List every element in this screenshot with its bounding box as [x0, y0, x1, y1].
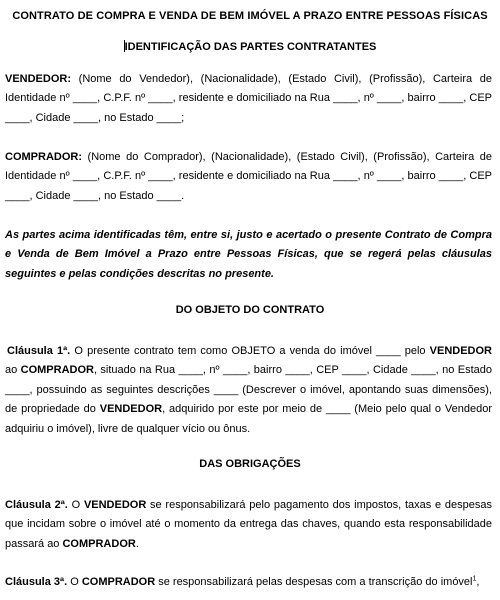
intro-paragraph: As partes acima identificadas têm, entre si, justo e acertado o presente Contrato de Compra e Venda de Bem Imóvel a Prazo entre Pessoas Físicas, que se regerá pelas cláusulas seguintes e pelas condições descritas no presente.	[5, 229, 492, 280]
clausula-3-paragraph	[5, 573, 492, 592]
clausula-3-label: Cláusula 3ª.	[5, 576, 68, 588]
vendedor-paragraph	[5, 70, 492, 128]
clausula-1-bold-1: VENDEDOR	[429, 345, 492, 357]
section-heading-identification	[0, 40, 500, 53]
footnote-marker[interactable]: 1	[472, 575, 477, 583]
vendedor-label: VENDEDOR:	[5, 73, 72, 85]
clausula-1-label: Cláusula 1ª.	[7, 345, 71, 357]
section-heading-objeto: DO OBJETO DO CONTRATO	[175, 304, 325, 316]
clausula-3-bold-1: COMPRADOR	[81, 576, 156, 588]
clausula-2-text-3: .	[135, 537, 139, 550]
clausula-1-text-4: , adquirido por este por meio de ____ (Meio pelo qual o Vendedor adquiriu o imóvel), livre de qualquer vício ou ônus.	[5, 403, 492, 435]
clausula-2-label: Cláusula 2ª.	[5, 499, 68, 511]
clausula-2-bold-1: VENDEDOR	[83, 499, 147, 511]
clausula-3-text-1: O	[67, 576, 82, 588]
section-heading-obrigacoes: DAS OBRIGAÇÕES	[199, 458, 301, 470]
heading-first-letter: I	[124, 41, 128, 53]
comprador-paragraph	[5, 148, 492, 206]
clausula-2-paragraph	[5, 496, 492, 554]
vendedor-text: (Nome do Vendedor), (Nacionalidade), (Estado Civil), (Profissão), Carteira de Identidade nº ____, C.P.F. nº ____, residente e domiciliado na Rua ____, nº ____, bairro ____, CEP ____, Cidade ____, no Estado ____;	[5, 73, 492, 124]
clausula-1-text-1: O presente contrato tem como OBJETO a venda do imóvel ____ pelo	[70, 345, 430, 357]
clausula-1-text-3: , situado na Rua ____, nº ____, bairro ____, CEP ____, Cidade ____, no Estado ____, possuindo as seguintes descrições ____ (Descrever o imóvel, apontando suas dimensões), de propriedade do	[5, 364, 492, 416]
comprador-text: (Nome do Comprador), (Nacionalidade), (Estado Civil), (Profissão), Carteira de Identidade nº ____, C.P.F. nº ____, residente e domiciliado na Rua ____, nº ____, bairro ____, CEP ____, Cidade ____, no Estado ____.	[5, 151, 492, 202]
heading-rest: DENTIFICAÇÃO DAS PARTES CONTRATANTES	[127, 41, 377, 53]
clausula-2-text-1: O	[67, 499, 84, 511]
clausula-1-paragraph	[5, 342, 492, 439]
comprador-label: COMPRADOR:	[5, 151, 82, 163]
clausula-1-bold-3: VENDEDOR	[99, 403, 163, 416]
clausula-1-text-2: ao	[5, 364, 21, 377]
clausula-1-bold-2: COMPRADOR	[20, 364, 94, 377]
document-title: CONTRATO DE COMPRA E VENDA DE BEM IMÓVEL A PRAZO ENTRE PESSOAS FÍSICAS	[12, 10, 488, 22]
clausula-3-text-3: ,	[476, 576, 480, 588]
clausula-2-text-2: se responsabilizará pelo pagamento dos impostos, taxas e despesas que incidam sobre o imóvel até o momento da entrega das chaves, quando esta responsabilidade passará ao	[5, 499, 492, 550]
clausula-2-bold-2: COMPRADOR	[62, 537, 136, 550]
clausula-3-text-2: se responsabilizará pelas despesas com a transcrição do imóvel	[155, 576, 473, 588]
